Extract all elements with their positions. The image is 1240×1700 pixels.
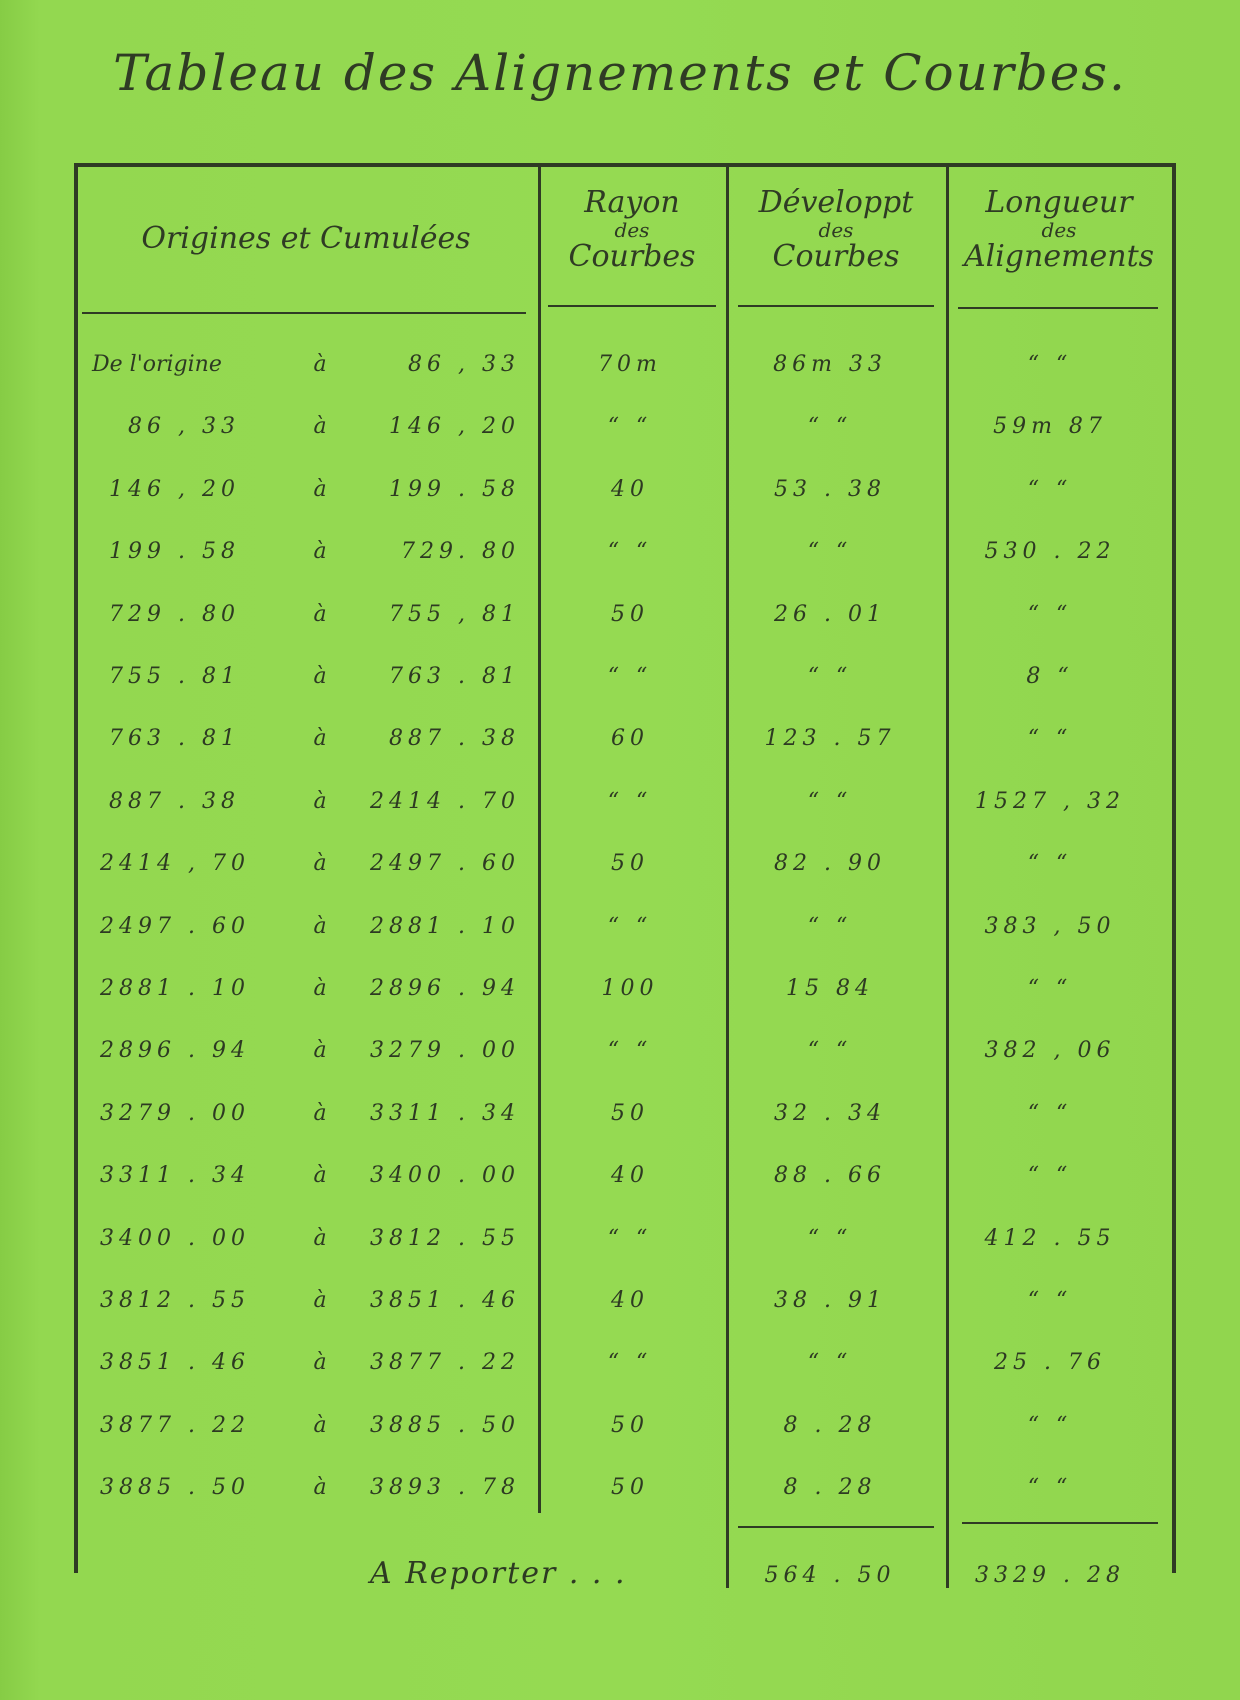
cell-longueur: 412 . 55 [984, 1226, 1116, 1251]
cell-origin: 3812 . 55 [100, 1288, 250, 1313]
cell-developpement: 53 . 38 [774, 477, 886, 502]
cell-cumulee: 3400 . 00 [370, 1163, 520, 1188]
cell-rayon: “ “ [607, 414, 653, 439]
cell-origin: 3877 . 22 [100, 1413, 250, 1438]
cell-longueur: 59m 87 [993, 414, 1107, 439]
cell-origin: 3279 . 00 [100, 1101, 250, 1126]
cell-rayon: 60 [611, 726, 649, 751]
cell-a: à [313, 414, 327, 439]
cell-a: à [313, 477, 327, 502]
cell-cumulee: 86 , 33 [408, 352, 520, 377]
cell-origin: 3311 . 34 [100, 1163, 250, 1188]
cell-developpement: “ “ [807, 789, 853, 814]
cell-developpement: 88 . 66 [774, 1163, 886, 1188]
header-developpement: Développt des Courbes [758, 185, 914, 274]
header-longueur: Longueur des Alignements [963, 185, 1155, 274]
cell-a: à [313, 602, 327, 627]
cell-origin: 146 , 20 [109, 477, 240, 502]
cell-cumulee: 729. 80 [401, 539, 520, 564]
cell-a: à [313, 352, 327, 377]
cell-longueur: “ “ [1027, 1413, 1073, 1438]
cell-developpement: “ “ [807, 1226, 853, 1251]
cell-developpement: 26 . 01 [774, 602, 886, 627]
cell-a: à [313, 664, 327, 689]
cell-developpement: 32 . 34 [774, 1101, 886, 1126]
column-divider [726, 163, 729, 1588]
cell-a: à [313, 1038, 327, 1063]
page-title: Tableau des Alignements et Courbes. [113, 44, 1127, 102]
cell-rayon: 50 [611, 602, 649, 627]
column-divider [538, 163, 541, 1513]
cell-a: à [313, 914, 327, 939]
cell-rayon: “ “ [607, 1350, 653, 1375]
cell-cumulee: 3279 . 00 [370, 1038, 520, 1063]
cell-developpement: 38 . 91 [774, 1288, 886, 1313]
cell-origin: 3885 . 50 [100, 1475, 250, 1500]
cell-developpement: 82 . 90 [774, 851, 886, 876]
cell-longueur: 383 , 50 [984, 914, 1116, 939]
header-origines: Origines et Cumulées [141, 221, 471, 256]
cell-rayon: “ “ [607, 1038, 653, 1063]
cell-longueur: “ “ [1027, 976, 1073, 1001]
cell-developpement: “ “ [807, 539, 853, 564]
cell-developpement: 15 84 [786, 976, 874, 1001]
cell-origin: 2497 . 60 [100, 914, 250, 939]
cell-longueur: 382 , 06 [984, 1038, 1116, 1063]
cell-origin: 2414 , 70 [100, 851, 250, 876]
cell-origin: 3851 . 46 [100, 1350, 250, 1375]
cell-cumulee: 3885 . 50 [370, 1413, 520, 1438]
cell-origin: 729 . 80 [109, 602, 240, 627]
cell-origin: 86 , 33 [128, 414, 240, 439]
long-total: 3329 . 28 [975, 1563, 1125, 1588]
cell-developpement: 8 . 28 [783, 1413, 877, 1438]
header-rule [82, 312, 526, 314]
cell-origin: 199 . 58 [109, 539, 240, 564]
a-reporter-label: A Reporter . . . [370, 1556, 627, 1591]
cell-cumulee: 3812 . 55 [370, 1226, 520, 1251]
cell-longueur: “ “ [1027, 352, 1073, 377]
cell-rayon: “ “ [607, 789, 653, 814]
cell-cumulee: 3851 . 46 [370, 1288, 520, 1313]
cell-a: à [313, 789, 327, 814]
cell-longueur: “ “ [1027, 477, 1073, 502]
cell-cumulee: 3893 . 78 [370, 1475, 520, 1500]
header-rule [958, 307, 1158, 309]
cell-developpement: “ “ [807, 414, 853, 439]
cell-cumulee: 3311 . 34 [370, 1101, 520, 1126]
cell-origin: 763 . 81 [109, 726, 240, 751]
cell-cumulee: 887 . 38 [389, 726, 520, 751]
cell-longueur: “ “ [1027, 602, 1073, 627]
cell-rayon: “ “ [607, 914, 653, 939]
cell-origin: 2881 . 10 [100, 976, 250, 1001]
cell-longueur: 25 . 76 [994, 1350, 1106, 1375]
cell-a: à [313, 1475, 327, 1500]
cell-cumulee: 2414 . 70 [370, 789, 520, 814]
cell-longueur: “ “ [1027, 1475, 1073, 1500]
cell-a: à [313, 726, 327, 751]
cell-cumulee: 3877 . 22 [370, 1350, 520, 1375]
cell-cumulee: 755 , 81 [389, 602, 520, 627]
cell-origin: De l'origine [92, 352, 222, 377]
header-rule [548, 305, 716, 307]
cell-rayon: 70m [598, 352, 662, 377]
cell-a: à [313, 976, 327, 1001]
cell-a: à [313, 1163, 327, 1188]
cell-cumulee: 2497 . 60 [370, 851, 520, 876]
cell-a: à [313, 1413, 327, 1438]
cell-a: à [313, 539, 327, 564]
cell-longueur: “ “ [1027, 1163, 1073, 1188]
cell-cumulee: 763 . 81 [389, 664, 520, 689]
cell-rayon: 50 [611, 851, 649, 876]
cell-rayon: 40 [611, 477, 649, 502]
cell-cumulee: 146 , 20 [389, 414, 520, 439]
cell-rayon: 40 [611, 1288, 649, 1313]
total-rule [962, 1522, 1158, 1524]
cell-longueur: 530 . 22 [984, 539, 1116, 564]
cell-developpement: 123 . 57 [764, 726, 896, 751]
dev-total: 564 . 50 [764, 1563, 896, 1588]
cell-origin: 887 . 38 [109, 789, 240, 814]
cell-rayon: “ “ [607, 1226, 653, 1251]
cell-developpement: “ “ [807, 664, 853, 689]
cell-longueur: “ “ [1027, 726, 1073, 751]
cell-rayon: “ “ [607, 664, 653, 689]
cell-longueur: “ “ [1027, 1288, 1073, 1313]
cell-longueur: 8 “ [1026, 664, 1074, 689]
cell-developpement: “ “ [807, 914, 853, 939]
cell-origin: 755 . 81 [109, 664, 240, 689]
cell-origin: 2896 . 94 [100, 1038, 250, 1063]
cell-rayon: 50 [611, 1101, 649, 1126]
cell-a: à [313, 1350, 327, 1375]
column-divider [946, 163, 949, 1588]
cell-a: à [313, 1226, 327, 1251]
cell-longueur: “ “ [1027, 1101, 1073, 1126]
cell-rayon: 50 [611, 1475, 649, 1500]
cell-a: à [313, 1288, 327, 1313]
cell-rayon: 50 [611, 1413, 649, 1438]
cell-rayon: 100 [601, 976, 659, 1001]
cell-developpement: 8 . 28 [783, 1475, 877, 1500]
cell-developpement: “ “ [807, 1350, 853, 1375]
total-rule [738, 1526, 934, 1528]
cell-developpement: 86m 33 [773, 352, 887, 377]
cell-longueur: “ “ [1027, 851, 1073, 876]
cell-rayon: “ “ [607, 539, 653, 564]
header-rayon: Rayon des Courbes [568, 185, 696, 274]
cell-cumulee: 2896 . 94 [370, 976, 520, 1001]
cell-a: à [313, 1101, 327, 1126]
cell-cumulee: 2881 . 10 [370, 914, 520, 939]
cell-longueur: 1527 , 32 [975, 789, 1125, 814]
cell-developpement: “ “ [807, 1038, 853, 1063]
cell-a: à [313, 851, 327, 876]
cell-rayon: 40 [611, 1163, 649, 1188]
header-rule [738, 305, 934, 307]
cell-cumulee: 199 . 58 [389, 477, 520, 502]
cell-origin: 3400 . 00 [100, 1226, 250, 1251]
